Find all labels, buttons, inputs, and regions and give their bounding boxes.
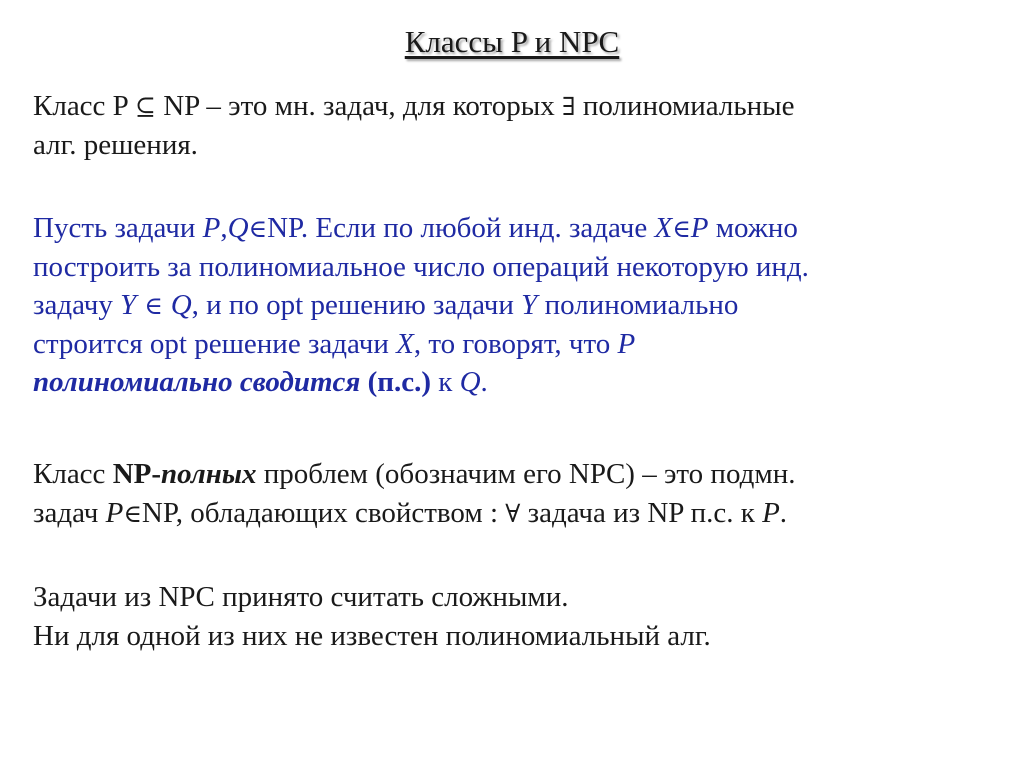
text-line <box>33 209 998 248</box>
text-run: NP – это мн. задач, для которых <box>155 90 562 122</box>
text-line <box>33 494 998 533</box>
slide-title-text: Классы P и NPC <box>404 24 620 59</box>
text-run: NP, обладающих свойством : <box>141 496 506 529</box>
text-line: алг. решения. <box>33 128 198 161</box>
text-run: Класс <box>33 458 113 490</box>
element-of-symbol: ∈ <box>123 498 142 528</box>
var-q: Q <box>170 289 192 321</box>
element-of-symbol: ∈ <box>248 214 268 243</box>
var-y: Y <box>120 289 137 321</box>
text-run: NP. Если по любой инд. задаче <box>267 212 655 244</box>
text-run: Пусть задачи <box>33 212 203 244</box>
var-p: P <box>690 212 709 244</box>
text-line: Задачи из NPC принято считать сложными. <box>33 581 569 613</box>
paragraph-reduction-definition <box>33 209 998 402</box>
var-p: P <box>762 496 780 529</box>
text-line <box>33 363 998 402</box>
element-of-symbol: ∈ <box>136 291 171 320</box>
element-of-symbol: ∈ <box>672 214 691 243</box>
var-p: P <box>202 212 221 244</box>
paragraph-npc-definition <box>33 455 998 532</box>
subseteq-symbol: ⊆ <box>134 92 156 121</box>
term-full: полных <box>161 458 257 490</box>
paragraph-class-p <box>33 87 998 164</box>
text-run: задач <box>33 496 106 529</box>
term-np: NP- <box>112 458 162 490</box>
var-p: P <box>105 496 124 529</box>
text-run: Класс P <box>33 90 135 122</box>
var-q: Q <box>459 366 481 398</box>
text-line <box>33 286 998 325</box>
text-run: . <box>779 496 788 529</box>
abbr-ps: (п.с.) <box>360 366 431 398</box>
text-run: строится opt решение задачи <box>33 327 397 360</box>
text-run: . <box>480 366 488 398</box>
slide-title <box>0 22 1024 62</box>
text-run: задачу <box>33 289 121 321</box>
text-run: можно <box>708 212 798 244</box>
text-run: , и по opt решению задачи <box>191 289 522 321</box>
text-line <box>33 87 998 126</box>
paragraph-npc-hardness <box>33 578 998 655</box>
text-run: к <box>431 366 460 398</box>
term-polynomially-reducible: полиномиально сводится <box>33 366 361 398</box>
text-run: задача из NP п.с. к <box>520 496 763 529</box>
var-p: P <box>617 327 636 360</box>
text-run: проблем (обозначим его NPC) – это подмн. <box>256 458 796 490</box>
exists-symbol: ∃ <box>562 92 576 121</box>
text-line <box>33 455 998 494</box>
text-line: построить за полиномиальное число операций некоторую инд. <box>33 250 809 283</box>
var-x: X <box>654 212 673 244</box>
text-run: полиномиально <box>537 289 739 321</box>
var-q: Q <box>227 212 249 244</box>
text-line <box>33 325 998 364</box>
text-run: , то говорят, что <box>413 327 618 360</box>
text-run: , <box>220 212 228 244</box>
forall-symbol: ∀ <box>505 498 521 528</box>
text-line: Ни для одной из них не известен полиномиальный алг. <box>33 619 711 652</box>
var-x: X <box>396 327 414 360</box>
text-run: полиномиальные <box>575 90 795 122</box>
var-y: Y <box>521 289 538 321</box>
